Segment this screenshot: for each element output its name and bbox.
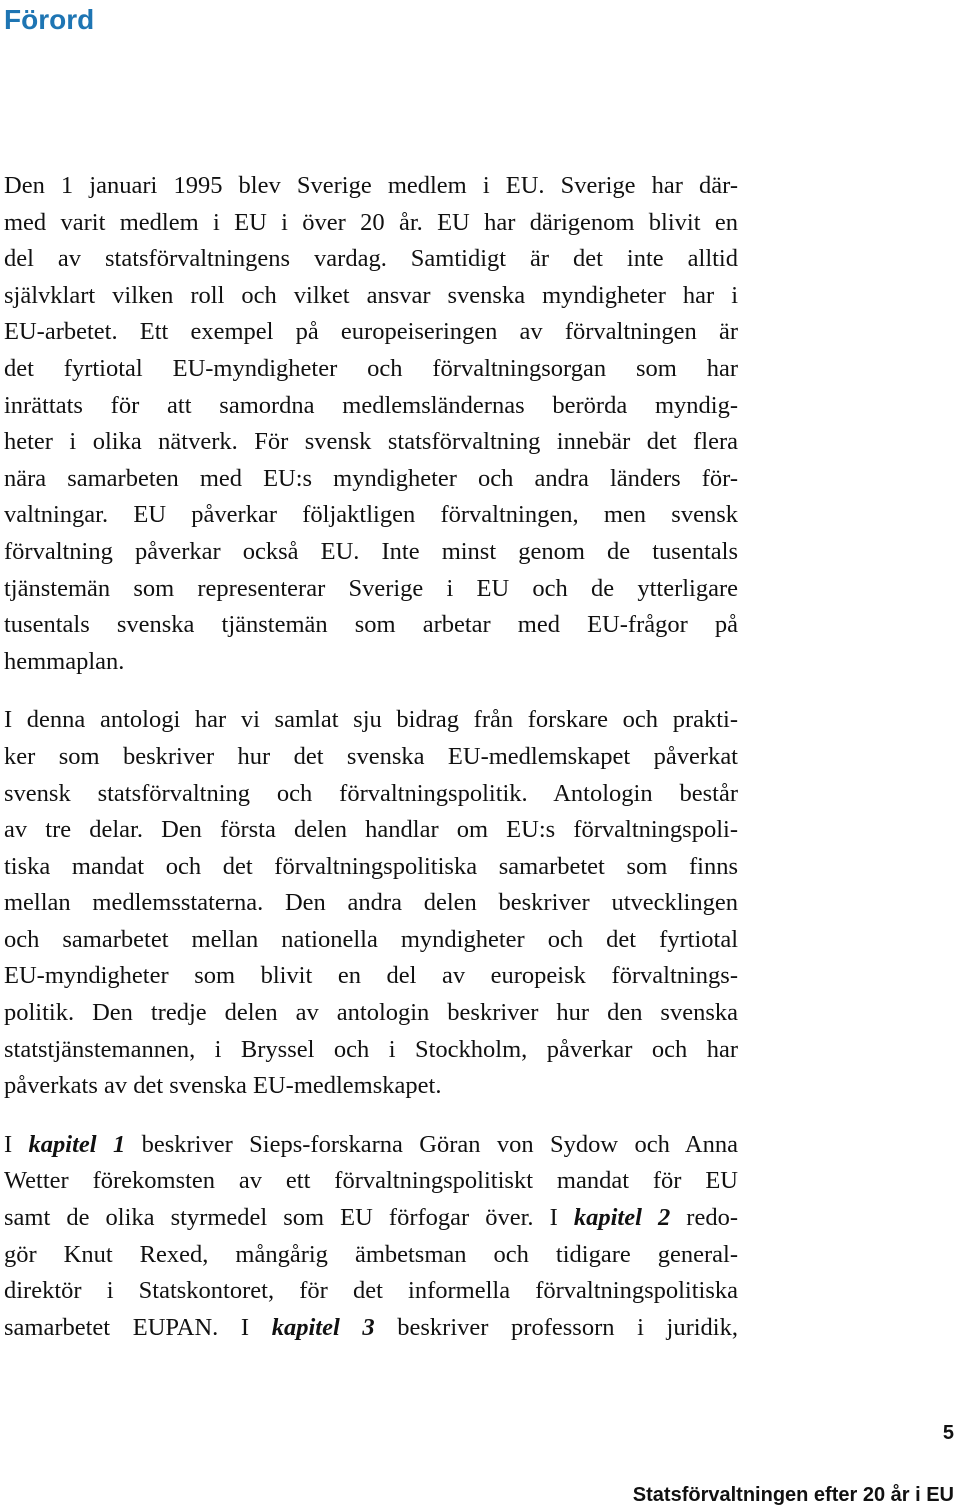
text-segment: samarbetet EUPAN. I <box>4 1313 272 1341</box>
paragraph-3 <box>4 1127 738 1347</box>
text-line: hemmaplan. <box>4 647 125 675</box>
text-segment: I <box>4 1130 29 1158</box>
paragraph-2 <box>4 702 738 1105</box>
text-line: inrättats för att samordna medlemsländernas berörda myndig- <box>4 391 738 419</box>
text-line: EU-arbetet. Ett exempel på europeiseringen av förvaltningen är <box>4 318 738 346</box>
page-number: 5 <box>942 1422 954 1444</box>
text-line: och samarbetet mellan nationella myndigheter och det fyrtiotal <box>4 925 738 953</box>
text-segment: beskriver professorn i juridik, <box>374 1313 738 1341</box>
text-segment: beskriver Sieps-forskarna Göran von Sydow och Anna <box>125 1130 738 1158</box>
text-line: med varit medlem i EU i över 20 år. EU har därigenom blivit en <box>4 208 738 236</box>
text-line: tusentals svenska tjänstemän som arbetar med EU-frågor på <box>4 611 738 639</box>
text-line: gör Knut Rexed, mångårig ämbetsman och tidigare general- <box>4 1240 738 1268</box>
text-line: EU-myndigheter som blivit en del av europeisk förvaltnings- <box>4 962 738 990</box>
text-line: Den 1 januari 1995 blev Sverige medlem i EU. Sverige har där- <box>4 172 738 199</box>
text-line: ker som beskriver hur det svenska EU-medlemskapet påverkat <box>4 742 738 770</box>
text-line: valtningar. EU påverkar följaktligen förvaltningen, men svensk <box>4 501 738 529</box>
text-line: I denna antologi har vi samlat sju bidrag från forskare och prakti- <box>4 706 738 734</box>
text-segment: samt de olika styrmedel som EU förfogar över. I <box>4 1204 574 1232</box>
text-line <box>4 1200 738 1237</box>
text-line: statstjänstemannen, i Bryssel och i Stockholm, påverkar och har <box>4 1035 738 1063</box>
text-line: mellan medlemsstaterna. Den andra delen beskriver utvecklingen <box>4 889 738 917</box>
paragraph-1 <box>4 168 738 680</box>
text-line: förvaltning påverkar också EU. Inte minst genom de tusentals <box>4 537 738 565</box>
text-line: självklart vilken roll och vilket ansvar svenska myndigheter har i <box>4 281 738 309</box>
chapter-reference: kapitel 1 <box>28 1130 126 1158</box>
text-line: av tre delar. Den första delen handlar om EU:s förvaltningspoli- <box>4 816 738 844</box>
chapter-reference: kapitel 2 <box>573 1204 671 1232</box>
text-line: del av statsförvaltningens vardag. Samtidigt är det inte alltid <box>4 245 738 273</box>
text-line: tjänstemän som representerar Sverige i EU och de ytterligare <box>4 574 738 602</box>
text-line: Wetter förekomsten av ett förvaltningspolitiskt mandat för EU <box>4 1167 738 1195</box>
text-line: heter i olika nätverk. För svensk statsförvaltning innebär det flera <box>4 428 738 456</box>
text-line: politik. Den tredje delen av antologin beskriver hur den svenska <box>4 999 738 1027</box>
body-text <box>4 168 738 1368</box>
text-line: svensk statsförvaltning och förvaltningspolitik. Antologin består <box>4 779 738 807</box>
text-segment: redo- <box>670 1204 738 1232</box>
running-footer: Statsförvaltningen efter 20 år i EU <box>632 1484 954 1506</box>
chapter-reference: kapitel 3 <box>271 1313 375 1341</box>
text-line: det fyrtiotal EU-myndigheter och förvaltningsorgan som har <box>4 354 738 382</box>
text-line <box>4 1310 738 1347</box>
text-line: påverkats av det svenska EU-medlemskapet. <box>4 1072 442 1100</box>
page-title: Förord <box>4 4 95 35</box>
text-line: nära samarbeten med EU:s myndigheter och andra länders för- <box>4 464 738 492</box>
text-line: direktör i Statskontoret, för det informella förvaltningspolitiska <box>4 1277 738 1305</box>
text-line: tiska mandat och det förvaltningspolitiska samarbetet som finns <box>4 852 738 880</box>
text-line <box>4 1127 738 1164</box>
